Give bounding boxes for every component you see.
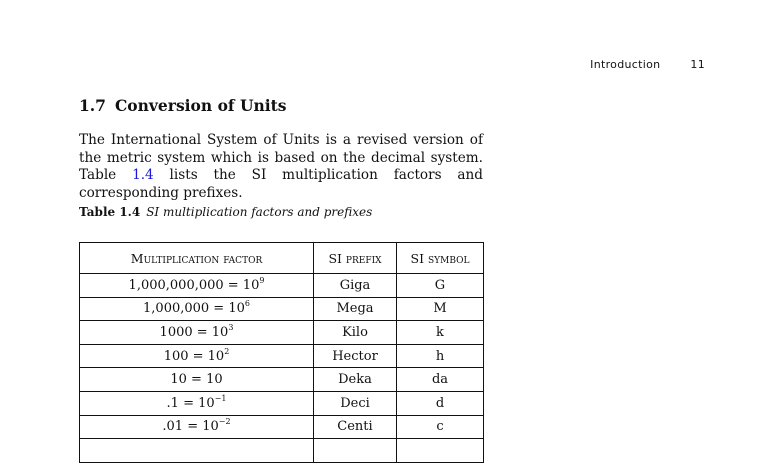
header-section-name: Introduction xyxy=(590,58,661,71)
symbol-cell: h xyxy=(397,344,484,368)
section-title: Conversion of Units xyxy=(114,96,287,115)
paragraph-text-end: lists the SI multiplication factors and corresponding prefixes. xyxy=(79,167,483,201)
factor-value: 100 = 10 xyxy=(163,348,225,364)
column-header: Multiplication factor xyxy=(80,243,314,274)
table-row xyxy=(80,297,484,321)
factor-cell xyxy=(80,439,314,463)
prefix-cell: Deci xyxy=(314,391,397,415)
table-reference-link[interactable]: 1.4 xyxy=(132,167,154,183)
factor-exponent: 2 xyxy=(224,346,230,356)
factor-value: 1,000,000,000 = 10 xyxy=(128,277,260,293)
factor-value: .1 = 10 xyxy=(166,395,215,411)
symbol-cell: M xyxy=(397,297,484,321)
factor-cell xyxy=(80,321,314,345)
prefix-cell: Kilo xyxy=(314,321,397,345)
table-caption-title: SI multiplication factors and prefixes xyxy=(146,205,373,219)
table-row xyxy=(80,415,484,439)
factor-value: 1,000,000 = 10 xyxy=(143,301,245,317)
factor-exponent: 9 xyxy=(259,275,265,285)
table-caption-label: Table 1.4 xyxy=(79,205,141,219)
prefix-cell: Deka xyxy=(314,368,397,392)
prefix-cell: Mega xyxy=(314,297,397,321)
section-number: 1.7 xyxy=(79,96,106,115)
paragraph-text-start: The International System of Units is a revised version of the metric system which is based on the decimal system. Table xyxy=(79,132,483,183)
page-number: 11 xyxy=(690,58,705,71)
table-caption xyxy=(79,205,372,219)
symbol-cell: G xyxy=(397,274,484,298)
symbol-cell xyxy=(397,439,484,463)
body-paragraph xyxy=(79,132,483,202)
factor-value: 1000 = 10 xyxy=(159,324,229,340)
factor-value: .01 = 10 xyxy=(162,419,219,435)
table-row xyxy=(80,274,484,298)
section-heading xyxy=(79,96,287,115)
table-row xyxy=(80,439,484,463)
prefix-cell: Hector xyxy=(314,344,397,368)
symbol-cell: c xyxy=(397,415,484,439)
factor-cell xyxy=(80,344,314,368)
prefix-cell xyxy=(314,439,397,463)
symbol-cell: da xyxy=(397,368,484,392)
symbol-cell: d xyxy=(397,391,484,415)
factor-cell xyxy=(80,415,314,439)
factor-cell xyxy=(80,274,314,298)
symbol-cell: k xyxy=(397,321,484,345)
factor-exponent: −2 xyxy=(218,417,231,427)
factor-exponent: −1 xyxy=(214,393,227,403)
factor-exponent: 3 xyxy=(228,322,234,332)
table-header-row xyxy=(80,243,484,274)
table-row xyxy=(80,344,484,368)
column-header: SI symbol xyxy=(397,243,484,274)
factor-value: 10 = 10 xyxy=(170,372,223,388)
table-row xyxy=(80,391,484,415)
factor-cell xyxy=(80,368,314,392)
table-row xyxy=(80,368,484,392)
factor-exponent: 6 xyxy=(244,299,250,309)
factor-cell xyxy=(80,297,314,321)
prefix-cell: Centi xyxy=(314,415,397,439)
si-prefix-table xyxy=(79,242,484,463)
running-header xyxy=(590,58,705,71)
factor-cell xyxy=(80,391,314,415)
table-row xyxy=(80,321,484,345)
prefix-cell: Giga xyxy=(314,274,397,298)
column-header: SI prefix xyxy=(314,243,397,274)
